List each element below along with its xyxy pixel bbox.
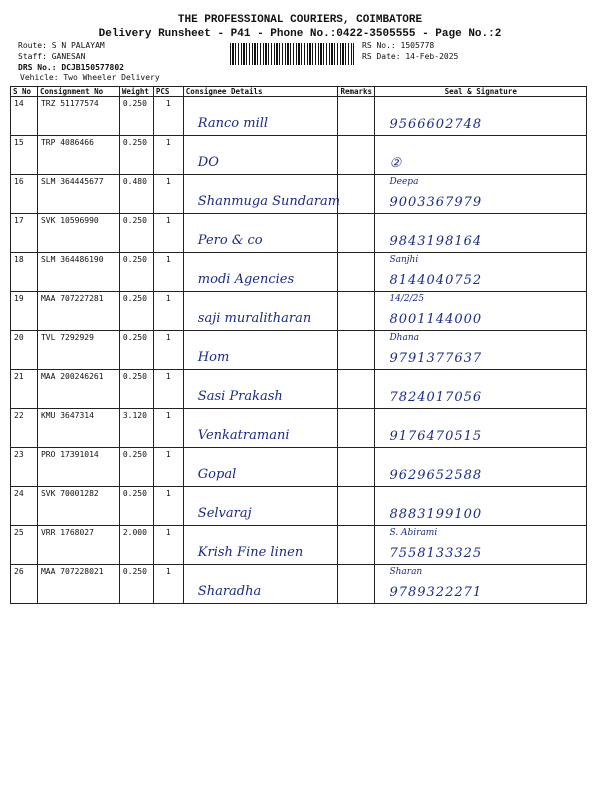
signature-cell (375, 253, 587, 292)
pcs-cell: 1 (153, 214, 183, 253)
remarks-cell (338, 253, 375, 292)
runsheet-subtitle: Delivery Runsheet - P41 - Phone No.:0422-3505555 - Page No.:2 (98, 28, 502, 40)
weight-cell: 0.250 (119, 292, 153, 331)
pcs-cell: 1 (153, 409, 183, 448)
signature-phone-handwriting: 9843198164 (389, 234, 483, 249)
col-remarks: Remarks (338, 87, 375, 97)
consignee-cell (183, 214, 338, 253)
table-row (11, 331, 587, 370)
consignment-cell: MAA 200246261 (37, 370, 119, 409)
table-row (11, 526, 587, 565)
signature-phone-handwriting: 9566602748 (389, 117, 483, 132)
signature-note: Sharan (389, 567, 423, 577)
col-sno: S No (11, 87, 38, 97)
pcs-cell: 1 (153, 370, 183, 409)
signature-note: Sanjhi (389, 255, 419, 265)
consignee-handwriting: Hom (197, 350, 230, 365)
consignee-cell (183, 175, 341, 214)
consignment-cell: TRZ 51177574 (37, 97, 119, 136)
remarks-cell (338, 331, 375, 370)
consignee-cell (183, 409, 338, 448)
table-row (11, 292, 587, 331)
table-row (11, 487, 587, 526)
sno-cell: 16 (11, 175, 38, 214)
remarks-cell (338, 409, 375, 448)
signature-note: 14/2/25 (389, 294, 425, 304)
consignment-cell: SLM 364445677 (37, 175, 119, 214)
consignee-handwriting: Shanmuga Sundaram (197, 194, 341, 209)
signature-cell (375, 487, 587, 526)
weight-cell: 0.250 (119, 487, 153, 526)
signature-cell (375, 331, 587, 370)
signature-note: Deepa (389, 177, 419, 187)
signature-cell (375, 526, 587, 565)
consignee-cell (183, 487, 338, 526)
signature-cell (375, 214, 587, 253)
route-text: Route: S N PALAYAM (18, 41, 105, 50)
remarks-cell (338, 448, 375, 487)
consignee-handwriting: Gopal (197, 467, 237, 482)
consignee-handwriting: DO (197, 155, 219, 170)
table-row (11, 370, 587, 409)
consignee-cell (183, 565, 338, 604)
pcs-cell: 1 (153, 175, 183, 214)
consignee-handwriting: Selvaraj (197, 506, 252, 521)
table-row (11, 175, 587, 214)
runsheet-info-left (18, 40, 124, 73)
consignment-cell: MAA 707228021 (37, 565, 119, 604)
consignee-handwriting: Venkatramani (197, 428, 290, 443)
pcs-cell: 1 (153, 331, 183, 370)
consignment-cell: KMU 3647314 (37, 409, 119, 448)
remarks-cell (338, 136, 375, 175)
pcs-cell: 1 (153, 487, 183, 526)
consignment-cell: SVK 10596990 (37, 214, 119, 253)
signature-cell (375, 136, 587, 175)
signature-phone-handwriting: 9176470515 (389, 429, 483, 444)
col-seal-signature: Seal & Signature (375, 87, 587, 97)
signature-phone-handwriting: 8883199100 (389, 507, 483, 522)
consignee-handwriting: Ranco mill (197, 116, 269, 131)
consignee-handwriting: saji muralitharan (197, 311, 312, 326)
consignment-cell: SLM 364486190 (37, 253, 119, 292)
signature-phone-handwriting: 8144040752 (389, 273, 483, 288)
consignee-handwriting: modi Agencies (197, 272, 295, 287)
consignment-cell: PRO 17391014 (37, 448, 119, 487)
signature-cell (375, 565, 587, 604)
signature-cell (375, 97, 587, 136)
weight-cell: 0.250 (119, 97, 153, 136)
consignee-handwriting: Sharadha (197, 584, 262, 599)
company-title: THE PROFESSIONAL COURIERS, COIMBATORE (177, 14, 423, 26)
sno-cell: 23 (11, 448, 38, 487)
sno-cell: 15 (11, 136, 38, 175)
remarks-cell (338, 370, 375, 409)
signature-cell (375, 370, 587, 409)
table-row (11, 448, 587, 487)
vehicle-text: Vehicle: Two Wheeler Delivery (20, 73, 160, 82)
pcs-cell: 1 (153, 448, 183, 487)
col-weight: Weight (119, 87, 153, 97)
col-consignee: Consignee Details (183, 87, 338, 97)
consignee-cell (183, 136, 338, 175)
consignee-cell (183, 370, 338, 409)
remarks-cell (338, 526, 375, 565)
signature-phone-handwriting: 9789322271 (389, 585, 483, 600)
sno-cell: 19 (11, 292, 38, 331)
remarks-cell (338, 175, 375, 214)
pcs-cell: 1 (153, 292, 183, 331)
rs-date: RS Date: 14-Feb-2025 (362, 52, 459, 61)
remarks-cell (338, 97, 375, 136)
signature-phone-handwriting: 9629652588 (389, 468, 483, 483)
table-header-row (11, 87, 587, 97)
remarks-cell (338, 487, 375, 526)
consignment-cell: VRR 1768027 (37, 526, 119, 565)
remarks-cell (338, 292, 375, 331)
signature-phone-handwriting: 9791377637 (389, 351, 483, 366)
pcs-cell: 1 (153, 526, 183, 565)
weight-cell: 0.250 (119, 214, 153, 253)
weight-cell: 0.250 (119, 448, 153, 487)
consignee-cell (183, 292, 338, 331)
consignee-cell (183, 448, 338, 487)
sno-cell: 18 (11, 253, 38, 292)
weight-cell: 0.250 (119, 565, 153, 604)
table-row (11, 409, 587, 448)
signature-phone-handwriting: 9003367979 (389, 195, 483, 210)
table-row (11, 97, 587, 136)
pcs-cell: 1 (153, 97, 183, 136)
consignee-handwriting: Pero & co (197, 233, 263, 248)
consignee-cell (183, 97, 338, 136)
signature-phone-handwriting: ② (389, 156, 403, 171)
consignment-cell: TVL 7292929 (37, 331, 119, 370)
sno-cell: 22 (11, 409, 38, 448)
table-row (11, 136, 587, 175)
signature-phone-handwriting: 7824017056 (389, 390, 483, 405)
sno-cell: 20 (11, 331, 38, 370)
signature-phone-handwriting: 7558133325 (389, 546, 483, 561)
remarks-cell (338, 214, 375, 253)
remarks-cell (338, 565, 375, 604)
signature-note: S. Abirami (389, 528, 438, 538)
signature-cell (375, 409, 587, 448)
sno-cell: 21 (11, 370, 38, 409)
consignee-cell (183, 331, 338, 370)
table-row (11, 565, 587, 604)
consignee-handwriting: Krish Fine linen (197, 545, 304, 560)
table-row (11, 253, 587, 292)
table-row (11, 214, 587, 253)
consignment-cell: SVK 70001282 (37, 487, 119, 526)
weight-cell: 0.480 (119, 175, 153, 214)
signature-cell (375, 292, 587, 331)
consignee-handwriting: Sasi Prakash (197, 389, 283, 404)
consignment-cell: MAA 707227281 (37, 292, 119, 331)
sno-cell: 14 (11, 97, 38, 136)
runsheet-info-right (362, 40, 458, 62)
signature-cell (375, 448, 587, 487)
weight-cell: 0.250 (119, 136, 153, 175)
sno-cell: 26 (11, 565, 38, 604)
staff-text: Staff: GANESAN (18, 52, 86, 61)
weight-cell: 0.250 (119, 370, 153, 409)
consignee-cell (183, 526, 338, 565)
weight-cell: 2.000 (119, 526, 153, 565)
signature-phone-handwriting: 8001144000 (389, 312, 483, 327)
consignment-cell: TRP 4086466 (37, 136, 119, 175)
col-pcs: PCS (153, 87, 183, 97)
pcs-cell: 1 (153, 136, 183, 175)
signature-cell (375, 175, 587, 214)
consignee-cell (183, 253, 338, 292)
weight-cell: 0.250 (119, 253, 153, 292)
sno-cell: 25 (11, 526, 38, 565)
pcs-cell: 1 (153, 253, 183, 292)
sno-cell: 24 (11, 487, 38, 526)
sno-cell: 17 (11, 214, 38, 253)
col-consignment: Consignment No (37, 87, 119, 97)
pcs-cell: 1 (153, 565, 183, 604)
weight-cell: 3.120 (119, 409, 153, 448)
weight-cell: 0.250 (119, 331, 153, 370)
signature-note: Dhana (389, 333, 419, 343)
drs-number: DRS No.: DCJB150577802 (18, 63, 124, 72)
runsheet-table (10, 86, 587, 604)
barcode-image (230, 43, 354, 65)
rs-number: RS No.: 1505778 (362, 41, 435, 50)
